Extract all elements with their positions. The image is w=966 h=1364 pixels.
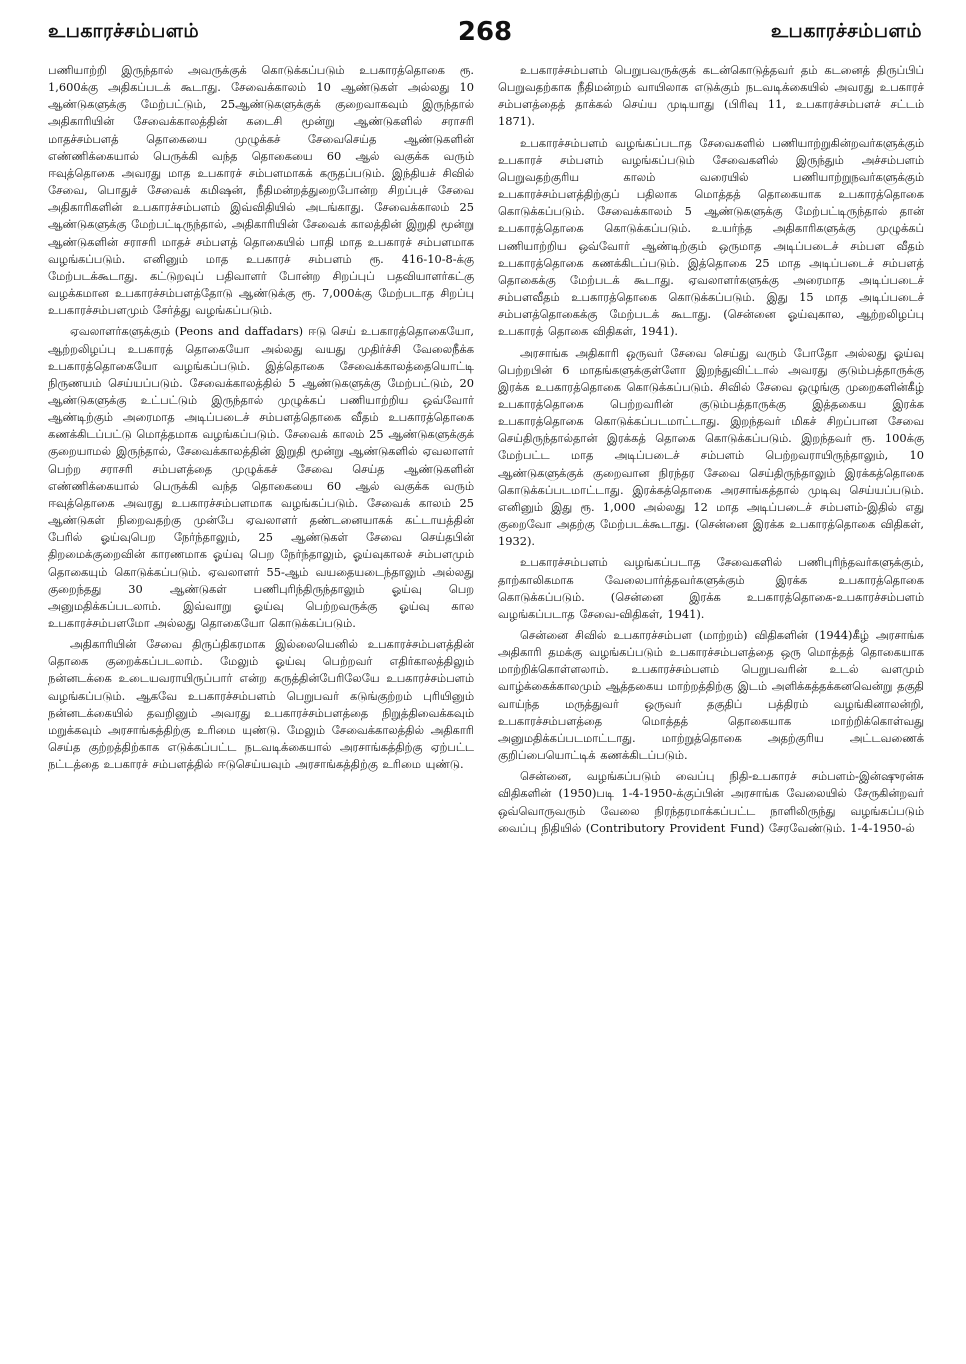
- left-column: [48, 62, 474, 1352]
- paragraph: உபகாரச்சம்பளம் வழங்கப்படாத சேவைகளில் பணியாற்றுகின்றவர்களுக்கும் உபகாரச் சம்பளம் வழங்கப்படும் சேவைகளில் இருந்தும் அச்சம்பளம் பெறுவதற்குரிய காலம் வரையில் பணியாற்றுநவர்களுக்கும் உபகாரச்சம்பளத்திற்குப் பதிலாக மொத்தத் தொகையாக உபகாரத்தொகை கொடுக்கப்படும். சேவைக்காலம் 5 ஆண்டுகளுக்கு மேற்பட்டிருந்தால் தான் உபகாரத்தொகை கொடுக்கப்படும். உயர்ந்த அதிகாரிகளுக்கு முழுக்கப் பணியாற்றிய ஒவ்வோர் ஆண்டிற்கும் ஒருமாத அடிப்படைச் சம்பள வீதம் உபகாரத்தொகை கணக்கிடப்படும். இத்தொகை 25 மாத அடிப்படைச் சம்பளத் தொகைக்கு மேற்படக் கூடாது. ஏவலாளர்களுக்கு அரைமாத அடிப்படைச் சம்பளவீதம் உபகாரத்தொகை கொடுக்கப்படும். இது 15 மாத அடிப்படைச் சம்பளத்தொகைக்கு மேற்படக் கூடாது. (சென்னை ஓய்வுகால, ஆற்றலிழப்பு உபகாரத் தொகை விதிகள், 1941).: [498, 135, 924, 339]
- running-head-right: உபகாரச்சம்பளம்: [770, 19, 922, 42]
- paragraph: உபகாரச்சம்பளம் பெறுபவருக்குக் கடன்கொடுத்தவர் தம் கடனைத் திருப்பிப் பெறுவதற்காக நீதிமன்றம் வாயிலாக எடுக்கும் நடவடிக்கையில் அவரது உபகாரச் சம்பளத்தைத் தாக்கல் செய்ய முடியாது (பிரிவு 11, உபகாரச்சம்பளச் சட்டம் 1871).: [498, 63, 924, 129]
- text-columns: [48, 62, 924, 1352]
- running-head-left: உபகாரச்சம்பளம்: [48, 19, 200, 42]
- right-column: [498, 62, 924, 1352]
- paragraph: அதிகாரியின் சேவை திருப்திகரமாக இல்லையெனில் உபகாரச்சம்பளத்தின் தொகை குறைக்கப்படலாம். மேலும் ஓய்வு பெற்றவர் எதிர்காலத்திலும் நன்னடக்கை உடையவராயிருப்பார் என்ற கருத்தின்பேரிலேயே உபகாரச்சம்பளம் வழங்கப்படும். ஆகவே உபகாரச்சம்பளம் பெறுபவர் கடுங்குற்றம் புரியினும் நன்னடக்கையில் தவறினும் அவரது உபகாரச்சம்பளத்தை நிறுத்திவைக்கவும் மறுக்கவும் அரசாங்கத்திற்கு உரிமை யுண்டு. மேலும் சேவைக்காலத்தில் அதிகாரி செய்த குற்றத்திற்காக எடுக்கப்பட்ட நடவடிக்கையால் அரசாங்கத்திற்கு ஏற்பட்ட நட்டத்தை உபகாரச் சம்பளத்தில் ஈடுசெய்யவும் அரசாங்கத்திற்கு உரிமை யுண்டு.: [48, 637, 474, 772]
- paragraph: அரசாங்க அதிகாரி ஒருவர் சேவை செய்து வரும் போதோ அல்லது ஓய்வு பெற்றபின் 6 மாதங்களுக்குள்ளோ இறந்துவிட்டால் அவரது குடும்பத்தாருக்கு இரக்க உபகாரத்தொகை கொடுக்கப்படும். சிவில் சேவை ஒழுங்கு முறைகளின்கீழ் உபகாரத்தொகை பெற்றவரின் குடும்பத்தாருக்கு இத்தகைய இரக்க உபகாரத்தொகை கொடுக்கப்படமாட்டாது. இறந்தவர் மிகச் சிறப்பான சேவை செய்திருந்தால்தான் இரக்கத் தொகை கொடுக்கப்படும். இறந்தவர் ரூ. 100க்கு மேற்பட்ட மாத அடிப்படைச் சம்பளம் பெற்றவராயிருந்தாலும், 10 ஆண்டுகளுக்குக் குறைவான நிரந்தர சேவை செய்திருந்தாலும் இரக்கத்தொகை கொடுக்கப்படமாட்டாது. இரக்கத்தொகை அரசாங்கத்தால் முடிவு செய்யப்படும். எனினும் இது ரூ. 1,000 அல்லது 12 மாத அடிப்படைச் சம்பளம்-இதில் எது குறைவோ அதற்கு மேற்படக்கூடாது. (சென்னை இரக்க உபகாரத்தொகை விதிகள், 1932).: [498, 345, 924, 549]
- page-number: 268: [457, 17, 513, 47]
- page-header: [48, 12, 922, 52]
- paragraph: ஏவலாளர்களுக்கும் (Peons and daffadars) ஈடு செய் உபகாரத்தொகையோ, ஆற்றலிழப்பு உபகாரத் தொகையோ அல்லது வயது முதிர்ச்சி வேலைநீக்க உபகாரத்தொகையோ வழங்கப்படும். இத்தொகை சேவைக்காலத்தையொட்டி நிருணயம் செய்யப்படும். சேவைக்காலத்தில் 5 ஆண்டுகளுக்கு மேற்பட்டும், 20 ஆண்டுகளுக்கு உட்பட்டும் இருந்தால் முழுக்கப் பணியாற்றிய ஒவ்வோர் ஆண்டிற்கும் அரைமாத அடிப்படைச் சம்பளத்தொகை வீதம் உபகாரத்தொகை கணக்கிடப்பட்டு மொத்தமாக வழங்கப்படும். சேவைக் காலம் 25 ஆண்டுகளுக்குக் குறையாமல் இருந்தால், சேவைக்காலத்தின் இறுதி மூன்று ஆண்டுகளில் ஏவலாளர் பெற்ற சராசரி சம்பளத்தை முழுக்கச் சேவை செய்த ஆண்டுகளின் எண்ணிக்கையால் பெருக்கி வந்த தொகையை 60 ஆல் வகுக்க வரும் ஈவுத்தொகை அவரது உபகாரச்சம்பளமாக வழங்கப்படும். சேவைக் காலம் 25 ஆண்டுகள் நிறைவதற்கு முன்பே ஏவலாளர் தண்டனையாகக் கட்டாயத்தின் பேரில் ஓய்வுபெற நேர்ந்தாலும், 25 ஆண்டுகள் சேவை செய்தபின் திறமைக்குறைவின் காரணமாக ஓய்வு பெற நேர்ந்தாலும், ஓய்வுகாலச் சம்பளமும் தொகையும் கொடுக்கப்படும். ஏவலாளர் 55-ஆம் வயதையடைந்தாலும் அல்லது குறைந்தது 30 ஆண்டுகள் பணிபுரிந்திருந்தாலும் ஓய்வு பெற அனுமதிக்கப்படலாம். இவ்வாறு ஓய்வு பெற்றவருக்கு ஓய்வு கால உபகாரச்சம்பளமோ அல்லது தொகையோ கொடுக்கப்படும்.: [48, 324, 474, 630]
- paragraph: பணியாற்றி இருந்தால் அவருக்குக் கொடுக்கப்படும் உபகாரத்தொகை ரூ. 1,600க்கு அதிகப்படக் கூடாது. சேவைக்காலம் 10 ஆண்டுகள் அல்லது 10 ஆண்டுகளுக்கு மேற்பட்டும், 25ஆண்டுகளுக்குக் குறைவாகவும் இருந்தால் அதிகாரியின் சேவைக்காலத்தின் கடைசி மூன்று ஆண்டுகளில் சராசரி மாதச்சம்பளத் தொகையை முழுக்கச் சேவைசெய்த ஆண்டுகளின் எண்ணிக்கையால் பெருக்கி வந்த தொகையை 60 ஆல் வகுக்க வரும் ஈவுத்தொகை அவரது மாத உபகாரச் சம்பளமாகக் கருதப்படும். இந்தியச் சிவில் சேவை, பொதுச் சேவைக் கமிஷன், நீதிமன்றத்துறைபோன்ற சிறப்புச் சேவை அதிகாரிகளின் உபகாரச்சம்பளம் இவ்விதியில் அடங்காது. சேவைக்காலம் 25 ஆண்டுகளுக்கு மேற்பட்டிருந்தால், அதிகாரியின் சேவைக் காலத்தின் இறுதி மூன்று ஆண்டுகளின் சராசரி மாதச் சம்பளத் தொகையில் பாதி மாத உபகாரச் சம்பளமாக வழங்கப்படும். எனினும் மாத உபகாரச் சம்பளம் ரூ. 416-10-8-க்கு மேற்படக்கூடாது. கட்டுறவுப் பதிவாளர் போன்ற சிறப்புப் பதவியாளர்கட்கு வழக்கமான உபகாரச்சம்பளத்தோடு ஆண்டுக்கு ரூ. 7,000க்கு மேற்படாத சிறப்பு உபகாரச்சம்பளமும் சேர்த்து வழங்கப்படும்.: [48, 63, 474, 318]
- paragraph: சென்னை சிவில் உபகாரச்சம்பள (மாற்றம்) விதிகளின் (1944)கீழ் அரசாங்க அதிகாரி தமக்கு வழங்கப்படும் உபகாரச்சம்பளத்தை ஒரு மொத்தத் தொகையாக மாற்றிக்கொள்ளலாம். உபகாரச்சம்பளம் பெறுபவரின் உடல் வளமும் வாழ்க்கைக்காலமும் ஆத்தகைய மாற்றத்திற்கு இடம் அளிக்கத்தக்கனவென்று தகுதி வாய்ந்த மருத்துவர் ஒருவர் தகுதிப் பத்திரம் வழங்கினாலன்றி, உபகாரச்சம்பளத்தை மொத்தத் தொகையாக மாற்றிக்கொள்வது அனுமதிக்கப்படமாட்டாது. மாற்றுத்தொகை அதற்குரிய அட்டவணைக் குறிப்பையொட்டிக் கணக்கிடப்படும்.: [498, 628, 924, 763]
- paragraph: சென்னை, வழங்கப்படும் வைப்பு நிதி-உபகாரச் சம்பளம்-இன்ஷுரன்சு விதிகளின் (1950)படி 1-4-1950-க்குப்பின் அரசாங்க வேலையில் சேருகின்றவர் ஒவ்வொருவரும் வேலை நிரந்தரமாக்கப்பட்ட நாளிலிருந்து வழங்கப்படும் வைப்பு நிதியில் (Contributory Provident Fund) சேரவேண்டும். 1-4-1950-ல்: [498, 769, 924, 835]
- paragraph: உபகாரச்சம்பளம் வழங்கப்படாத சேவைகளில் பணிபுரிந்தவர்களுக்கும், தாற்காலிகமாக வேலைபார்த்தவர்களுக்கும் இரக்க உபகாரத்தொகை கொடுக்கப்படும். (சென்னை இரக்க உபகாரத்தொகை-உபகாரச்சம்பளம் வழங்கப்படாத சேவை-விதிகள், 1941).: [498, 555, 924, 621]
